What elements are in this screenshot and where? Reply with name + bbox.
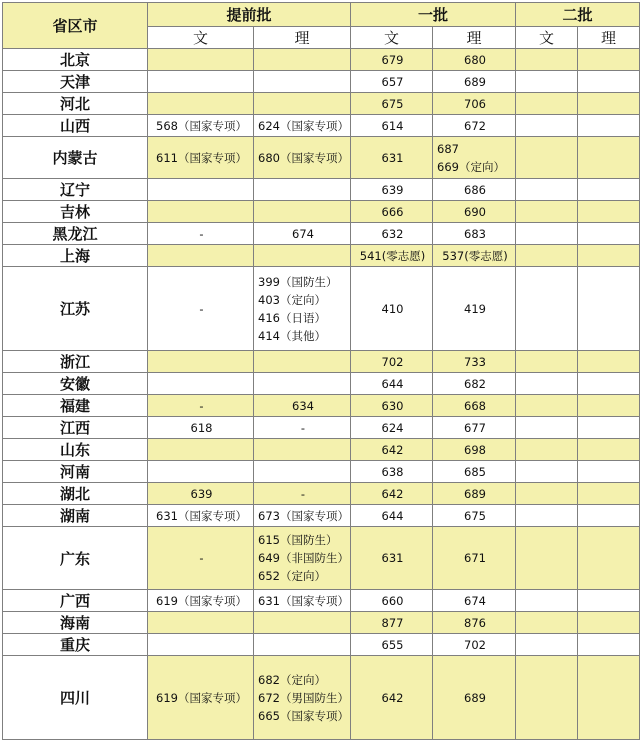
- province-cell: 天津: [3, 71, 148, 93]
- score-cell-tq-li: [254, 245, 351, 267]
- score-cell-ep-wen: [516, 590, 578, 612]
- table-row: [3, 49, 640, 71]
- score-cell-tq-wen: [148, 461, 254, 483]
- score-line: 669（定向）: [437, 159, 505, 174]
- score-line: 877: [381, 615, 404, 630]
- score-cell-tq-li: [254, 201, 351, 223]
- score-cell-tq-li: [254, 656, 351, 740]
- score-cell-yp-wen: [351, 71, 433, 93]
- table-body: [3, 49, 640, 740]
- score-cell-ep-wen: [516, 483, 578, 505]
- table-row: [3, 612, 640, 634]
- score-cell-ep-wen: [516, 634, 578, 656]
- province-cell: 河北: [3, 93, 148, 115]
- score-cell-yp-wen: [351, 656, 433, 740]
- table-row: [3, 267, 640, 351]
- score-cell-yp-wen: [351, 137, 433, 179]
- score-cell-tq-wen: [148, 49, 254, 71]
- score-cell-ep-wen: [516, 656, 578, 740]
- score-cell-ep-li: [578, 351, 640, 373]
- score-cell-tq-wen: [148, 483, 254, 505]
- score-cell-ep-wen: [516, 71, 578, 93]
- score-cell-tq-li: [254, 267, 351, 351]
- table-row: [3, 223, 640, 245]
- score-cell-tq-li: [254, 461, 351, 483]
- score-cell-tq-li: [254, 634, 351, 656]
- score-cell-tq-wen: [148, 439, 254, 461]
- score-cell-ep-li: [578, 395, 640, 417]
- score-cell-ep-wen: [516, 527, 578, 590]
- table-row: [3, 137, 640, 179]
- province-cell: 内蒙古: [3, 137, 148, 179]
- score-cell-yp-li: [433, 373, 516, 395]
- score-cell-yp-li: [433, 590, 516, 612]
- table-row: [3, 201, 640, 223]
- score-cell-tq-li: [254, 439, 351, 461]
- score-line: -: [199, 226, 204, 241]
- score-cell-tq-li: [254, 395, 351, 417]
- score-line: 644: [381, 376, 404, 391]
- score-cell-ep-wen: [516, 505, 578, 527]
- score-line: 660: [381, 593, 404, 608]
- score-cell-yp-wen: [351, 93, 433, 115]
- province-cell: 湖北: [3, 483, 148, 505]
- score-line: 649（非国防生）: [258, 551, 349, 565]
- score-cell-tq-li: [254, 179, 351, 201]
- score-cell-yp-li: [433, 245, 516, 267]
- score-cell-ep-li: [578, 179, 640, 201]
- score-cell-ep-wen: [516, 612, 578, 634]
- table-row: [3, 590, 640, 612]
- score-cell-ep-li: [578, 223, 640, 245]
- score-cell-yp-li: [433, 137, 516, 179]
- score-line: 686: [464, 182, 486, 197]
- score-cell-yp-li: [433, 267, 516, 351]
- score-cell-ep-wen: [516, 417, 578, 439]
- score-cell-yp-wen: [351, 505, 433, 527]
- score-line: 537(零志愿): [442, 248, 508, 263]
- score-line: 668: [464, 398, 486, 413]
- table-row: [3, 71, 640, 93]
- score-line: -: [199, 551, 204, 565]
- province-cell: 浙江: [3, 351, 148, 373]
- score-line: 733: [464, 354, 486, 369]
- score-cell-yp-wen: [351, 527, 433, 590]
- score-cell-yp-li: [433, 71, 516, 93]
- score-cell-yp-li: [433, 395, 516, 417]
- score-line: 702: [464, 637, 486, 652]
- score-cell-yp-wen: [351, 417, 433, 439]
- score-cell-tq-li: [254, 505, 351, 527]
- score-line: 419: [464, 301, 486, 316]
- score-line: 685: [464, 464, 486, 479]
- score-cell-ep-wen: [516, 245, 578, 267]
- score-cell-tq-wen: [148, 267, 254, 351]
- score-cell-tq-li: [254, 527, 351, 590]
- score-line: 683: [464, 226, 486, 241]
- score-line: 680（国家专项）: [258, 150, 349, 165]
- score-cell-tq-li: [254, 612, 351, 634]
- score-line: 672（男国防生）: [258, 690, 349, 705]
- score-cell-tq-wen: [148, 93, 254, 115]
- score-line: 399（国防生）: [258, 274, 338, 289]
- score-line: 698: [464, 442, 486, 457]
- score-cell-ep-wen: [516, 115, 578, 137]
- score-cell-tq-li: [254, 71, 351, 93]
- score-line: 671: [464, 551, 486, 565]
- score-cell-yp-wen: [351, 245, 433, 267]
- score-cell-tq-wen: [148, 71, 254, 93]
- province-cell: 山东: [3, 439, 148, 461]
- score-cell-ep-li: [578, 49, 640, 71]
- score-line: 652（定向）: [258, 569, 326, 583]
- score-cell-tq-wen: [148, 612, 254, 634]
- score-line: 611（国家专项）: [156, 150, 247, 165]
- group-header-erpi: 二批: [516, 3, 640, 27]
- table-row: [3, 461, 640, 483]
- score-cell-yp-li: [433, 634, 516, 656]
- score-cell-ep-li: [578, 612, 640, 634]
- score-cell-tq-wen: [148, 634, 254, 656]
- score-line: 631（国家专项）: [156, 508, 247, 523]
- province-cell: 安徽: [3, 373, 148, 395]
- score-cell-ep-li: [578, 417, 640, 439]
- province-cell: 上海: [3, 245, 148, 267]
- score-cell-yp-li: [433, 115, 516, 137]
- score-line: 631: [381, 150, 404, 165]
- admission-score-table: [2, 2, 640, 740]
- table-row: [3, 634, 640, 656]
- score-line: 541(零志愿): [359, 248, 426, 263]
- score-cell-ep-li: [578, 590, 640, 612]
- score-line: 638: [381, 464, 404, 479]
- sub-header-li: 理: [578, 27, 640, 49]
- score-line: 624: [381, 420, 404, 435]
- score-cell-tq-li: [254, 590, 351, 612]
- score-line: 674: [464, 593, 486, 608]
- score-cell-yp-li: [433, 179, 516, 201]
- score-cell-ep-li: [578, 634, 640, 656]
- score-cell-yp-wen: [351, 267, 433, 351]
- score-line: 403（定向）: [258, 292, 326, 307]
- score-cell-tq-wen: [148, 373, 254, 395]
- score-cell-tq-li: [254, 483, 351, 505]
- table-row: [3, 93, 640, 115]
- score-line: -: [300, 420, 306, 435]
- score-cell-tq-wen: [148, 115, 254, 137]
- table-row: [3, 439, 640, 461]
- score-cell-tq-li: [254, 137, 351, 179]
- score-cell-tq-wen: [148, 245, 254, 267]
- sub-header-li: 理: [433, 27, 516, 49]
- score-line: 618: [190, 420, 213, 435]
- score-cell-yp-li: [433, 461, 516, 483]
- score-cell-ep-wen: [516, 201, 578, 223]
- score-cell-ep-wen: [516, 395, 578, 417]
- province-cell: 福建: [3, 395, 148, 417]
- score-cell-tq-wen: [148, 505, 254, 527]
- score-line: 679: [381, 52, 404, 67]
- score-line: 689: [464, 690, 486, 705]
- province-cell: 江苏: [3, 267, 148, 351]
- score-cell-tq-wen: [148, 137, 254, 179]
- province-cell: 四川: [3, 656, 148, 740]
- score-cell-yp-wen: [351, 49, 433, 71]
- score-line: 568（国家专项）: [156, 118, 247, 133]
- province-cell: 吉林: [3, 201, 148, 223]
- score-cell-yp-li: [433, 49, 516, 71]
- score-cell-tq-li: [254, 373, 351, 395]
- score-cell-ep-wen: [516, 137, 578, 179]
- table-row: [3, 483, 640, 505]
- score-line: 655: [381, 637, 404, 652]
- score-cell-yp-li: [433, 201, 516, 223]
- score-line: 642: [381, 486, 404, 501]
- score-cell-yp-li: [433, 223, 516, 245]
- score-cell-tq-li: [254, 417, 351, 439]
- score-cell-tq-wen: [148, 351, 254, 373]
- score-cell-tq-li: [254, 115, 351, 137]
- score-line: 675: [381, 96, 404, 111]
- province-cell: 辽宁: [3, 179, 148, 201]
- score-cell-yp-li: [433, 351, 516, 373]
- table-row: [3, 245, 640, 267]
- score-line: 631（国家专项）: [258, 593, 349, 608]
- score-cell-ep-li: [578, 71, 640, 93]
- score-cell-yp-li: [433, 483, 516, 505]
- score-line: 876: [464, 615, 486, 630]
- province-cell: 山西: [3, 115, 148, 137]
- province-cell: 黑龙江: [3, 223, 148, 245]
- score-line: 614: [381, 118, 404, 133]
- score-cell-yp-li: [433, 505, 516, 527]
- group-header-yipi: 一批: [351, 3, 516, 27]
- score-cell-tq-li: [254, 223, 351, 245]
- score-cell-yp-li: [433, 93, 516, 115]
- score-cell-yp-wen: [351, 461, 433, 483]
- score-line: -: [300, 486, 306, 501]
- table-row: [3, 373, 640, 395]
- score-cell-tq-wen: [148, 223, 254, 245]
- score-cell-yp-wen: [351, 439, 433, 461]
- province-cell: 广西: [3, 590, 148, 612]
- score-cell-ep-li: [578, 201, 640, 223]
- score-line: 706: [464, 96, 486, 111]
- score-cell-ep-wen: [516, 179, 578, 201]
- score-line: 632: [381, 226, 404, 241]
- table-row: [3, 656, 640, 740]
- score-cell-tq-wen: [148, 656, 254, 740]
- score-cell-yp-wen: [351, 612, 433, 634]
- score-cell-yp-wen: [351, 590, 433, 612]
- score-cell-ep-li: [578, 527, 640, 590]
- score-cell-ep-wen: [516, 223, 578, 245]
- score-line: 619（国家专项）: [156, 690, 247, 705]
- table-row: [3, 351, 640, 373]
- score-cell-tq-wen: [148, 527, 254, 590]
- score-cell-ep-wen: [516, 93, 578, 115]
- score-cell-yp-wen: [351, 373, 433, 395]
- score-line: 410: [381, 301, 404, 316]
- score-line: 690: [464, 204, 486, 219]
- sub-header-wen: 文: [351, 27, 433, 49]
- score-line: 634: [292, 398, 314, 413]
- score-line: 624（国家专项）: [258, 118, 349, 133]
- province-header: 省区市: [3, 3, 148, 49]
- score-line: 687: [437, 141, 459, 156]
- score-line: 644: [381, 508, 404, 523]
- province-cell: 河南: [3, 461, 148, 483]
- score-line: 689: [464, 486, 486, 501]
- score-cell-ep-wen: [516, 461, 578, 483]
- score-cell-ep-li: [578, 137, 640, 179]
- score-line: 702: [381, 354, 404, 369]
- score-cell-tq-li: [254, 93, 351, 115]
- group-header-tiqianpi: 提前批: [148, 3, 351, 27]
- score-line: 657: [381, 74, 404, 89]
- table-row: [3, 505, 640, 527]
- province-cell: 海南: [3, 612, 148, 634]
- score-cell-ep-li: [578, 505, 640, 527]
- score-cell-ep-wen: [516, 49, 578, 71]
- score-cell-yp-li: [433, 612, 516, 634]
- score-cell-yp-li: [433, 439, 516, 461]
- table-row: [3, 179, 640, 201]
- score-line: 619（国家专项）: [156, 593, 247, 608]
- province-cell: 江西: [3, 417, 148, 439]
- score-cell-ep-wen: [516, 439, 578, 461]
- score-cell-tq-li: [254, 351, 351, 373]
- score-cell-ep-li: [578, 373, 640, 395]
- score-cell-yp-wen: [351, 179, 433, 201]
- score-line: 677: [464, 420, 486, 435]
- score-line: -: [199, 301, 204, 316]
- score-cell-tq-wen: [148, 179, 254, 201]
- score-cell-ep-li: [578, 461, 640, 483]
- sub-header-wen: 文: [148, 27, 254, 49]
- score-cell-ep-li: [578, 439, 640, 461]
- province-cell: 湖南: [3, 505, 148, 527]
- score-cell-yp-wen: [351, 223, 433, 245]
- sub-header-wen: 文: [516, 27, 578, 49]
- score-line: 630: [381, 398, 404, 413]
- score-line: 680: [464, 52, 486, 67]
- score-cell-ep-li: [578, 267, 640, 351]
- header-row-groups: [3, 3, 640, 27]
- score-cell-yp-wen: [351, 395, 433, 417]
- score-cell-yp-wen: [351, 483, 433, 505]
- province-cell: 重庆: [3, 634, 148, 656]
- score-line: 416（日语）: [258, 310, 326, 325]
- table-row: [3, 527, 640, 590]
- score-line: 689: [464, 74, 486, 89]
- score-cell-yp-wen: [351, 115, 433, 137]
- score-cell-yp-li: [433, 417, 516, 439]
- score-cell-tq-wen: [148, 395, 254, 417]
- table-row: [3, 395, 640, 417]
- score-line: 631: [381, 551, 404, 565]
- score-cell-ep-wen: [516, 267, 578, 351]
- score-line: 674: [292, 226, 314, 241]
- table-row: [3, 115, 640, 137]
- score-line: 642: [381, 690, 404, 705]
- table-row: [3, 417, 640, 439]
- score-cell-ep-li: [578, 245, 640, 267]
- score-line: 639: [190, 486, 213, 501]
- score-line: 682（定向）: [258, 672, 326, 687]
- score-cell-ep-li: [578, 656, 640, 740]
- score-cell-yp-li: [433, 527, 516, 590]
- score-cell-ep-wen: [516, 351, 578, 373]
- province-cell: 北京: [3, 49, 148, 71]
- score-line: 642: [381, 442, 404, 457]
- score-cell-tq-li: [254, 49, 351, 71]
- score-cell-yp-wen: [351, 351, 433, 373]
- score-cell-tq-wen: [148, 201, 254, 223]
- score-line: 672: [464, 118, 486, 133]
- score-line: 673（国家专项）: [258, 508, 349, 523]
- score-line: 682: [464, 376, 486, 391]
- score-cell-ep-li: [578, 93, 640, 115]
- score-line: 414（其他）: [258, 328, 326, 343]
- score-cell-tq-wen: [148, 590, 254, 612]
- province-cell: 广东: [3, 527, 148, 590]
- score-line: 665（国家专项）: [258, 708, 349, 723]
- score-cell-yp-wen: [351, 201, 433, 223]
- score-cell-yp-li: [433, 656, 516, 740]
- score-cell-ep-li: [578, 483, 640, 505]
- score-cell-ep-wen: [516, 373, 578, 395]
- sub-header-li: 理: [254, 27, 351, 49]
- score-cell-tq-wen: [148, 417, 254, 439]
- score-line: -: [199, 398, 204, 413]
- score-cell-yp-wen: [351, 634, 433, 656]
- score-cell-ep-li: [578, 115, 640, 137]
- score-line: 675: [464, 508, 486, 523]
- score-line: 615（国防生）: [258, 533, 338, 547]
- score-line: 639: [381, 182, 404, 197]
- score-line: 666: [381, 204, 404, 219]
